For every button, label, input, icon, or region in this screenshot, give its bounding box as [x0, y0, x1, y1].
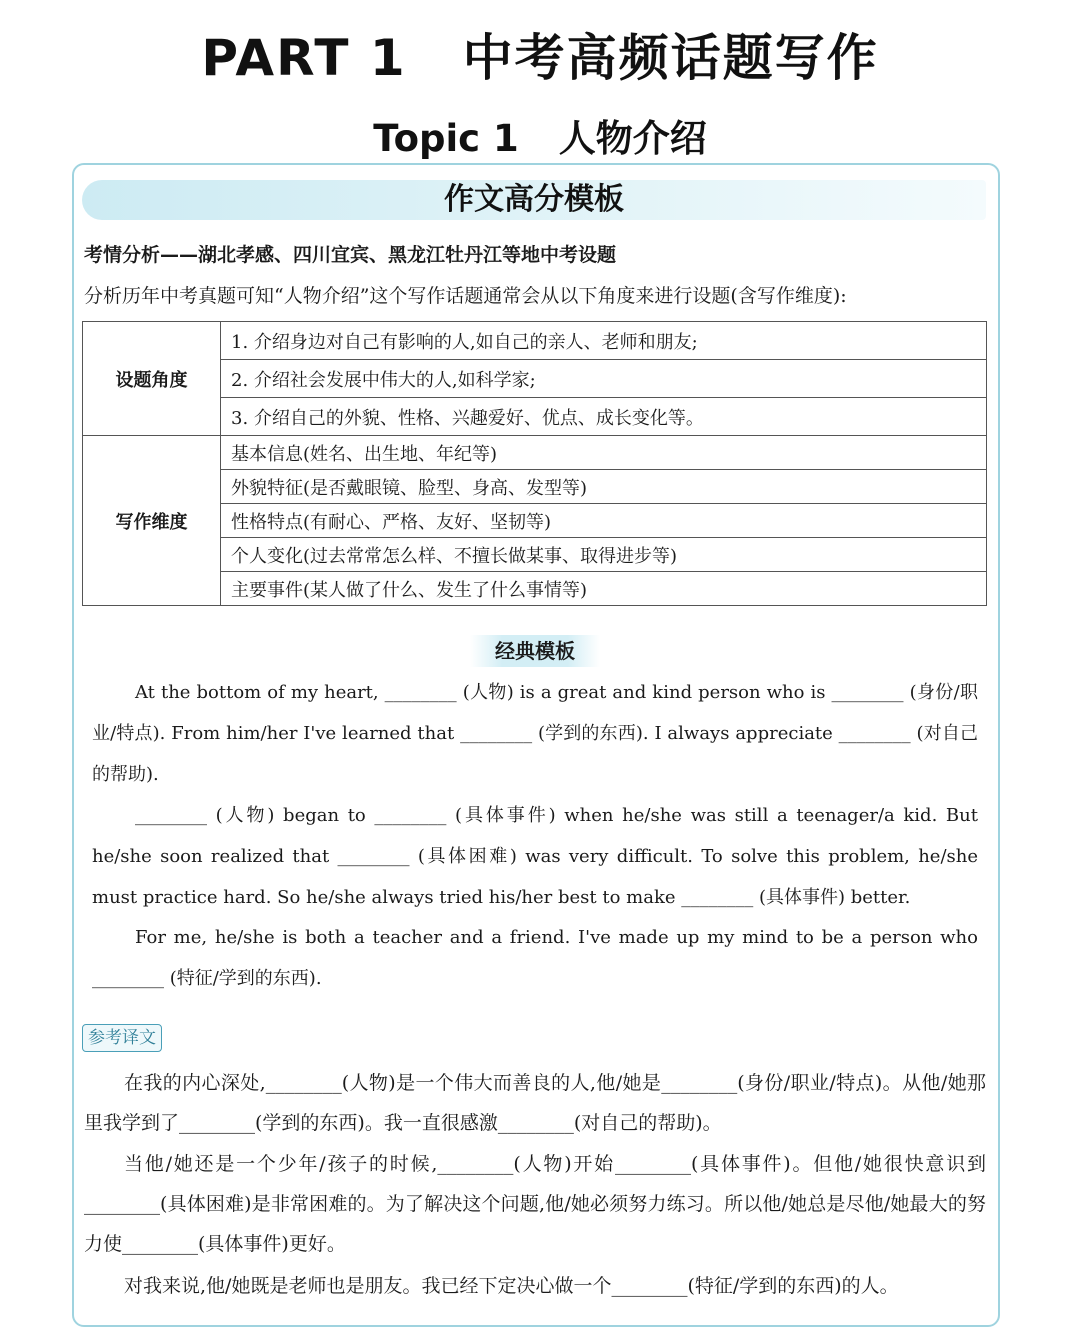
reference-translation-tag: 参考译文 — [82, 1024, 162, 1052]
part-name: 中考高频话题写作 — [462, 29, 879, 87]
table-cell: 1. 介绍身边对自己有影响的人,如自己的亲人、老师和朋友; — [221, 322, 987, 360]
part-label: PART 1 — [201, 29, 407, 87]
translation-paragraph-2: 当他/她还是一个少年/孩子的时候,________(人物)开始________(具体事件)。但他/她很快意识到________(具体困难)是非常困难的。为了解决这个问题,他/她必须努力练习。所以他/她总是尽他/她最大的努力使________(具体事件)更好。 — [84, 1153, 986, 1255]
template-paragraph-1: At the bottom of my heart, ________ (人物) is a great and kind person who is ________ (身份/职业/特点). From him/her I've learned that ________ (学到的东西). I always appreciate ________ (对自己的帮助). — [92, 682, 978, 785]
part-title — [0, 18, 1080, 90]
translation-paragraph-3: 对我来说,他/她既是老师也是朋友。我已经下定决心做一个________(特征/学到的东西)的人。 — [124, 1275, 899, 1297]
section-banner: 作文高分模板 — [82, 180, 986, 220]
table-cell: 主要事件(某人做了什么、发生了什么事情等) — [221, 572, 987, 606]
table-cell: 外貌特征(是否戴眼镜、脸型、身高、发型等) — [221, 470, 987, 504]
table-cell: 2. 介绍社会发展中伟大的人,如科学家; — [221, 360, 987, 398]
table-category: 设题角度 — [83, 322, 221, 436]
analysis-intro: 分析历年中考真题可知“人物介绍”这个写作话题通常会从以下角度来进行设题(含写作维度): — [84, 285, 847, 307]
table-cell: 性格特点(有耐心、严格、友好、坚韧等) — [221, 504, 987, 538]
template-heading: 经典模板 — [470, 635, 600, 667]
template-paragraph-2: ________ (人物) began to ________ (具体事件) when he/she was still a teenager/a kid. But he/she soon realized that ________ (具体困难) was very difficult. To solve this problem, he/she must practice hard. So he/she always tried his/her best to make ________ (具体事件) better. — [92, 805, 978, 908]
topic-label: Topic 1 — [373, 117, 519, 160]
table-category: 写作维度 — [83, 436, 221, 606]
template-paragraph-3: For me, he/she is both a teacher and a friend. I've made up my mind to be a person who ________ (特征/学到的东西). — [92, 927, 978, 989]
translation-paragraph-1: 在我的内心深处,________(人物)是一个伟大而善良的人,他/她是________(身份/职业/特点)。从他/她那里我学到了________(学到的东西)。我一直很感激________(对自己的帮助)。 — [84, 1072, 986, 1134]
analysis-heading: 考情分析——湖北孝感、四川宜宾、黑龙江牡丹江等地中考设题 — [84, 244, 617, 266]
topic-title — [0, 108, 1080, 162]
table-cell: 个人变化(过去常常怎么样、不擅长做某事、取得进步等) — [221, 538, 987, 572]
table-cell: 3. 介绍自己的外貌、性格、兴趣爱好、优点、成长变化等。 — [221, 398, 987, 436]
topic-name: 人物介绍 — [558, 117, 707, 160]
table-row — [83, 322, 987, 360]
topic-table — [82, 321, 987, 606]
table-cell: 基本信息(姓名、出生地、年纪等) — [221, 436, 987, 470]
table-row — [83, 436, 987, 470]
